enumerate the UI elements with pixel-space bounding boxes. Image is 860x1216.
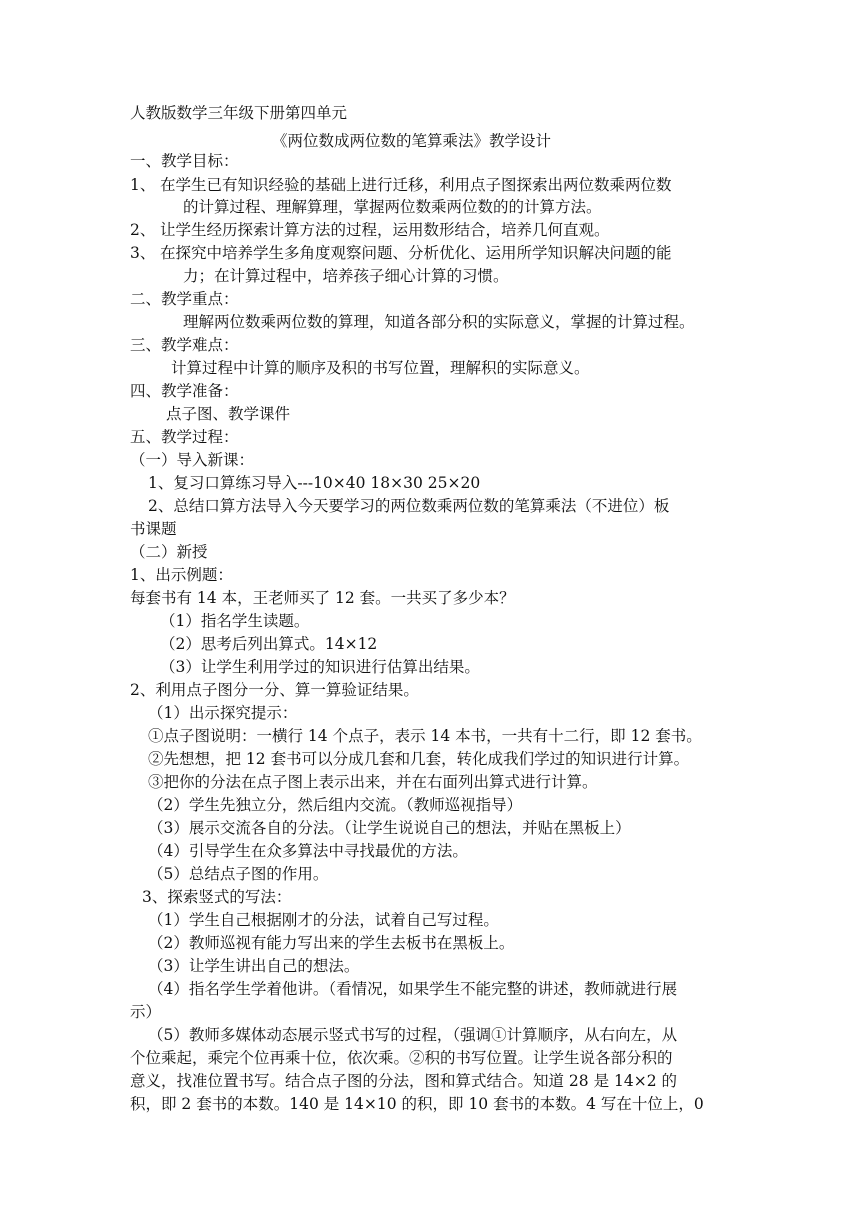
list-item-continued: 积，即 2 套书的本数。140 是 14×10 的积，即 10 套书的本数。4 写在十位上，0 (130, 1095, 704, 1113)
list-item-continued: 示） (130, 1003, 162, 1021)
subsection-heading: （二）新授 (130, 543, 208, 561)
list-item: （3）让学生利用学过的知识进行估算出结果。 (160, 658, 480, 676)
goal-item (130, 175, 672, 195)
goal-text-continued: 力；在计算过程中，培养孩子细心计算的习惯。 (183, 267, 509, 285)
section-heading: 二、教学重点： (130, 290, 239, 308)
section-heading: 三、教学难点： (130, 336, 239, 354)
list-item: 2、总结口算方法导入今天要学习的两位数乘两位数的笔算乘法（不进位）板 (148, 497, 670, 515)
goal-item (130, 220, 610, 240)
list-item-continued: 书课题 (130, 520, 177, 538)
list-item: （1）出示探究提示： (148, 704, 298, 722)
list-item: 1、复习口算练习导入---10×40 18×30 25×20 (148, 474, 481, 492)
section-heading: 四、教学准备： (130, 382, 239, 400)
goal-text-continued: 的计算过程、理解算理，掌握两位数乘两位数的的计算方法。 (183, 198, 602, 216)
list-item: （1）学生自己根据刚才的分法，试着自己写过程。 (148, 911, 499, 929)
list-item: （4）指名学生学着他讲。（看情况，如果学生不能完整的讲述，教师就进行展 (148, 980, 678, 998)
list-item-continued: 意义，找准位置书写。结合点子图的分法，图和算式结合。知道 28 是 14×2 的 (130, 1072, 678, 1090)
doc-title: 《两位数成两位数的笔算乘法》教学设计 (272, 132, 552, 150)
hint-item: ②先想想，把 12 套书可以分成几套和几套，转化成我们学过的知识进行计算。 (148, 750, 690, 768)
section-heading: 一、教学目标： (130, 152, 239, 170)
goal-number: 3、 (130, 244, 156, 262)
step-heading: 2、利用点子图分一分、算一算验证结果。 (130, 681, 419, 699)
goal-number: 2、 (130, 221, 156, 239)
list-item: （3）让学生讲出自己的想法。 (148, 957, 360, 975)
goal-text: 让学生经历探索计算方法的过程，运用数形结合，培养几何直观。 (160, 221, 610, 239)
list-item: （5）总结点子图的作用。 (148, 865, 329, 883)
hint-item: ①点子图说明：一横行 14 个点子，表示 14 本书，一共有十二行，即 12 套书。 (148, 727, 702, 745)
hint-item: ③把你的分法在点子图上表示出来，并在右面列出算式进行计算。 (148, 773, 598, 791)
example-problem: 每套书有 14 本，王老师买了 12 套。一共买了多少本？ (130, 589, 515, 607)
list-item: （4）引导学生在众多算法中寻找最优的方法。 (148, 842, 468, 860)
subsection-heading: （一）导入新课： (130, 451, 255, 469)
list-item: （3）展示交流各自的分法。（让学生说说自己的想法，并贴在黑板上） (148, 819, 631, 837)
list-item-continued: 个位乘起，乘完个位再乘十位，依次乘。②积的书写位置。让学生说各部分积的 (130, 1049, 673, 1067)
section-text: 点子图、教学课件 (166, 405, 291, 423)
list-item: （5）教师多媒体动态展示竖式书写的过程，（强调①计算顺序，从右向左，从 (148, 1026, 678, 1044)
goal-number: 1、 (130, 176, 156, 194)
step-heading: 3、探索竖式的写法： (142, 888, 292, 906)
section-text: 计算过程中计算的顺序及积的书写位置，理解积的实际意义。 (171, 359, 590, 377)
list-item: （1）指名学生读题。 (160, 612, 310, 630)
list-item: （2）学生先独立分，然后组内交流。（教师巡视指导） (148, 796, 523, 814)
list-item: （2）教师巡视有能力写出来的学生去板书在黑板上。 (148, 934, 515, 952)
section-heading: 五、教学过程： (130, 428, 239, 446)
goal-item (130, 243, 672, 263)
goal-text: 在学生已有知识经验的基础上进行迁移，利用点子图探索出两位数乘两位数 (160, 176, 672, 194)
step-heading: 1、出示例题： (130, 566, 233, 584)
list-item: （2）思考后列出算式。14×12 (160, 635, 378, 653)
section-text: 理解两位数乘两位数的算理，知道各部分积的实际意义，掌握的计算过程。 (183, 313, 695, 331)
goal-text: 在探究中培养学生多角度观察问题、分析优化、运用所学知识解决问题的能 (160, 244, 672, 262)
doc-header: 人教版数学三年级下册第四单元 (130, 104, 348, 122)
